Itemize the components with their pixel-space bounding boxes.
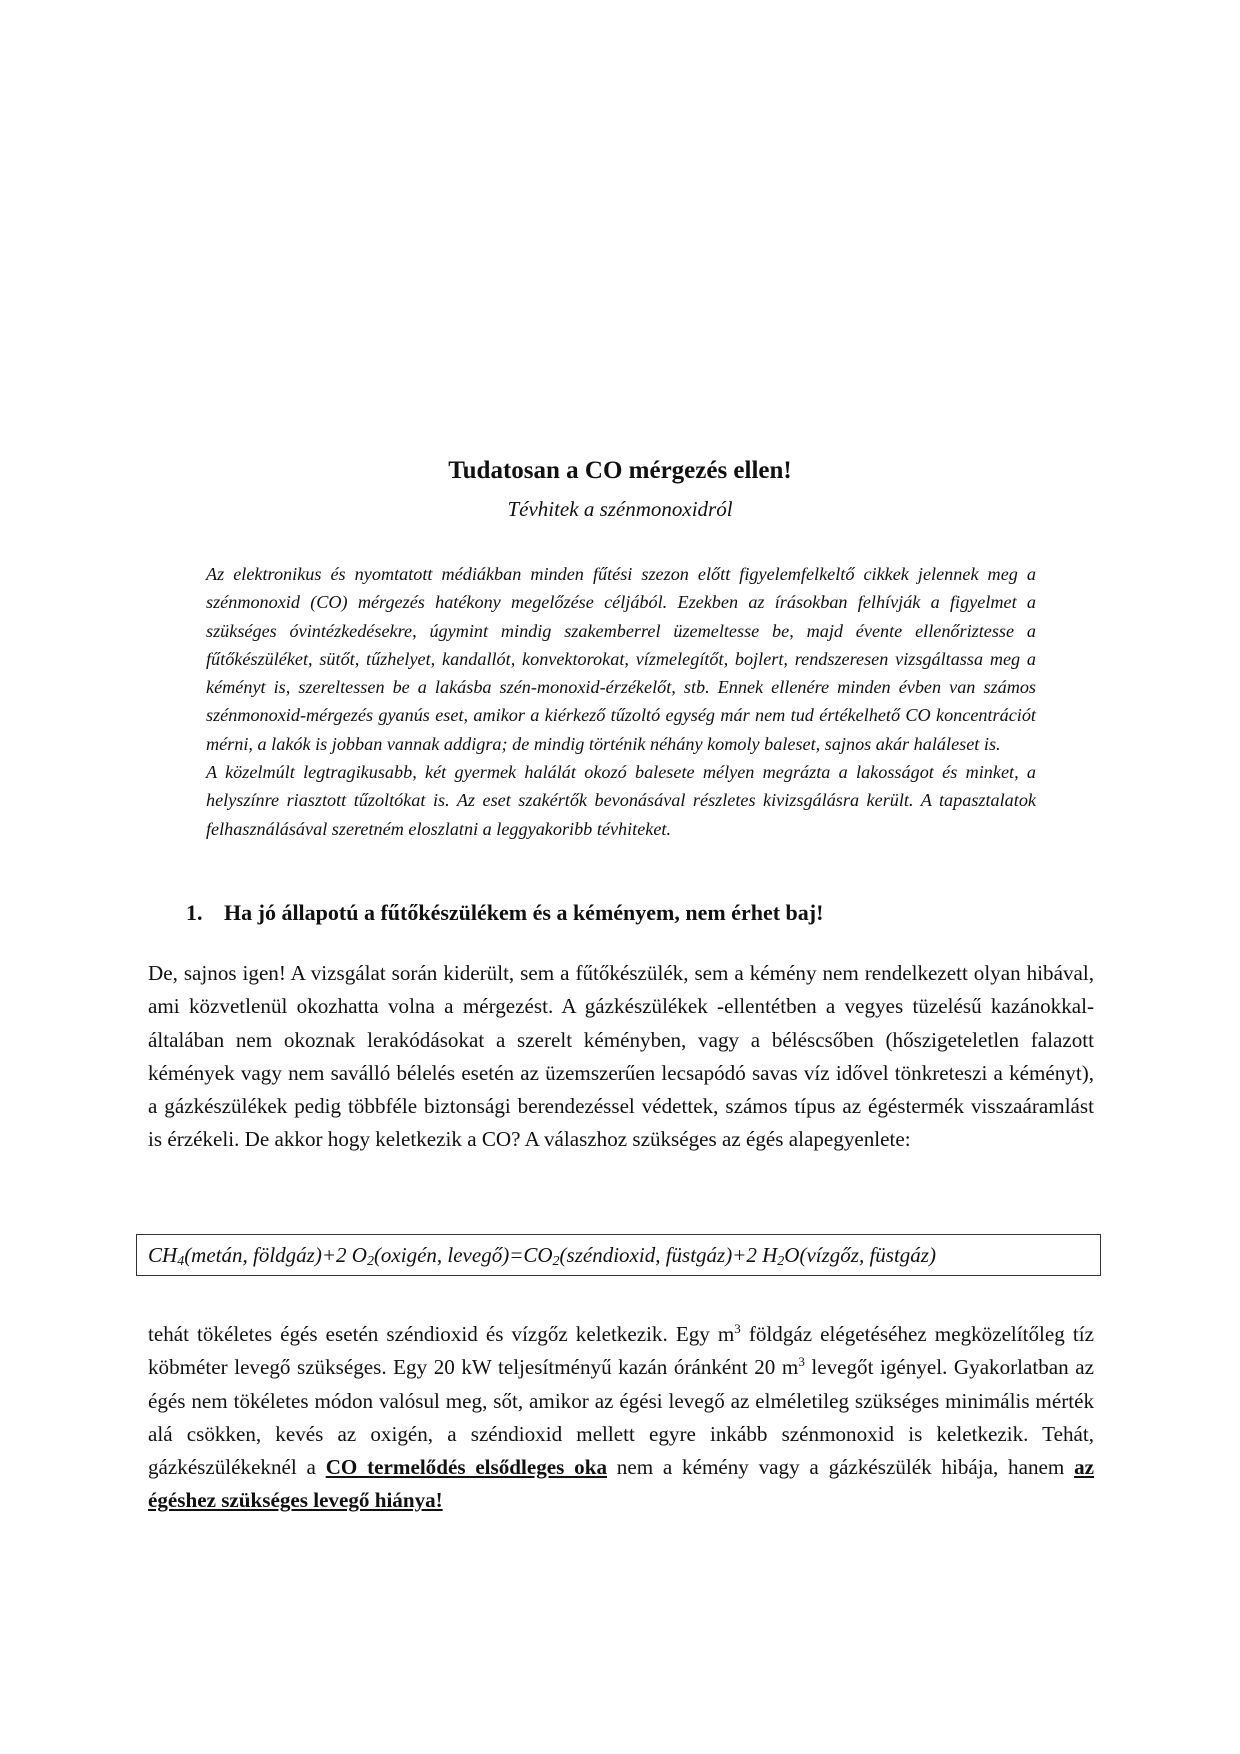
paragraph-text: nem a kémény vagy a gázkészülék hibája, hanem <box>607 1455 1075 1480</box>
explanation-paragraph <box>148 1318 1094 1518</box>
formula-part: (oxigén, levegő)=CO <box>373 1243 553 1267</box>
abstract-paragraph-2: A közelmúlt legtragikusabb, két gyermek halálát okozó balesete mélyen megrázta a lakosságot és minket, a helyszínre riasztott tűzoltókat is. Az eset szakértők bevonásával részletes kivizsgálásra került. A tapasztalatok felhasználásával szeretném eloszlatni a leggyakoribb tévhiteket. <box>206 762 1036 839</box>
combustion-equation-box <box>136 1234 1101 1276</box>
section-heading <box>186 898 1086 928</box>
formula-subscript: 2 <box>777 1254 785 1269</box>
document-subtitle: Tévhitek a szénmonoxidról <box>507 497 733 521</box>
document-title: Tudatosan a CO mérgezés ellen! <box>448 457 792 484</box>
formula-subscript: 4 <box>177 1254 185 1269</box>
paragraph-text: tehát tökéletes égés esetén széndioxid és vízgőz keletkezik. Egy m <box>148 1322 735 1346</box>
section-paragraph: De, sajnos igen! A vizsgálat során kiderült, sem a fűtőkészülék, sem a kémény nem rendelkezett olyan hibával, ami közvetlenül okozhatta volna a mérgezést. A gázkészülékek -ellentétben a vegyes tüzelésű kazánokkal- általában nem okoznak lerakódásokat a szerelt kéményben, vagy a béléscsőben (hőszigeteletlen falazott kémények vagy nem saválló bélelés esetén az üzemszerűen lecsapódó savas víz idővel tönkreteszi a kéményt), a gázkészülékek pedig többféle biztonsági berendezéssel védettek, számos típus az égéstermék visszaáramlást is érzékeli. De akkor hogy keletkezik a CO? A válaszhoz szükséges az égés alapegyenlete: <box>148 961 1094 1152</box>
formula-part: O(vízgőz, füstgáz) <box>784 1243 936 1267</box>
formula-part: (metán, földgáz)+2 O <box>184 1243 367 1267</box>
abstract <box>206 560 1036 843</box>
formula-part: (széndioxid, füstgáz)+2 H <box>559 1243 778 1267</box>
superscript: 3 <box>734 1321 741 1336</box>
emphasis-air-shortage: az égéshez szükséges levegő hiánya! <box>148 1455 1094 1513</box>
formula-subscript: 2 <box>552 1254 560 1269</box>
section-heading-text: Ha jó állapotú a fűtőkészülékem és a kéményem, nem érhet baj! <box>224 900 824 925</box>
abstract-paragraph-1: Az elektronikus és nyomtatott médiákban minden fűtési szezon előtt figyelemfelkeltő cikkek jelennek meg a szénmonoxid (CO) mérgezés hatékony megelőzése céljából. Ezekben az írásokban felhívják a figyelmet a szükséges óvintézkedésekre, úgymint mindig szakemberrel üzemeltesse be, majd évente ellenőriztesse a fűtőkészüléket, sütőt, tűzhelyet, kandallót, konvektorokat, vízmelegítőt, bojlert, rendszeresen vizsgáltassa meg a kéményt is, szereltessen be a lakásba szén-monoxid-érzékelőt, stb. Ennek ellenére minden évben van számos szénmonoxid-mérgezés gyanús eset, amikor a kiérkező tűzoltó egység már nem tud értékelhető CO koncentrációt mérni, a lakók is jobban vannak addigra; de mindig történik néhány komoly baleset, sajnos akár haláleset is. <box>206 564 1036 754</box>
formula-part: CH <box>148 1243 178 1267</box>
paragraph-text: levegőt igényel. Gyakorlatban az égés nem tökéletes módon valósul meg, sőt, amikor az égési levegő az elméletileg szükséges minimális mérték alá csökken, kevés az oxigén, a széndioxid mellett egyre inkább szénmonoxid is keletkezik. Tehát, gázkészülékeknél a <box>148 1355 1094 1480</box>
emphasis-co-cause: CO termelődés elsődleges oka <box>325 1455 607 1480</box>
superscript: 3 <box>798 1354 805 1370</box>
section-number: 1. <box>186 900 203 925</box>
formula-subscript: 2 <box>366 1254 374 1269</box>
paragraph-text: földgáz elégetéséhez megközelítőleg tíz köbméter levegő szükséges. Egy 20 kW teljesítményű kazán óránként 20 m <box>148 1322 1094 1380</box>
